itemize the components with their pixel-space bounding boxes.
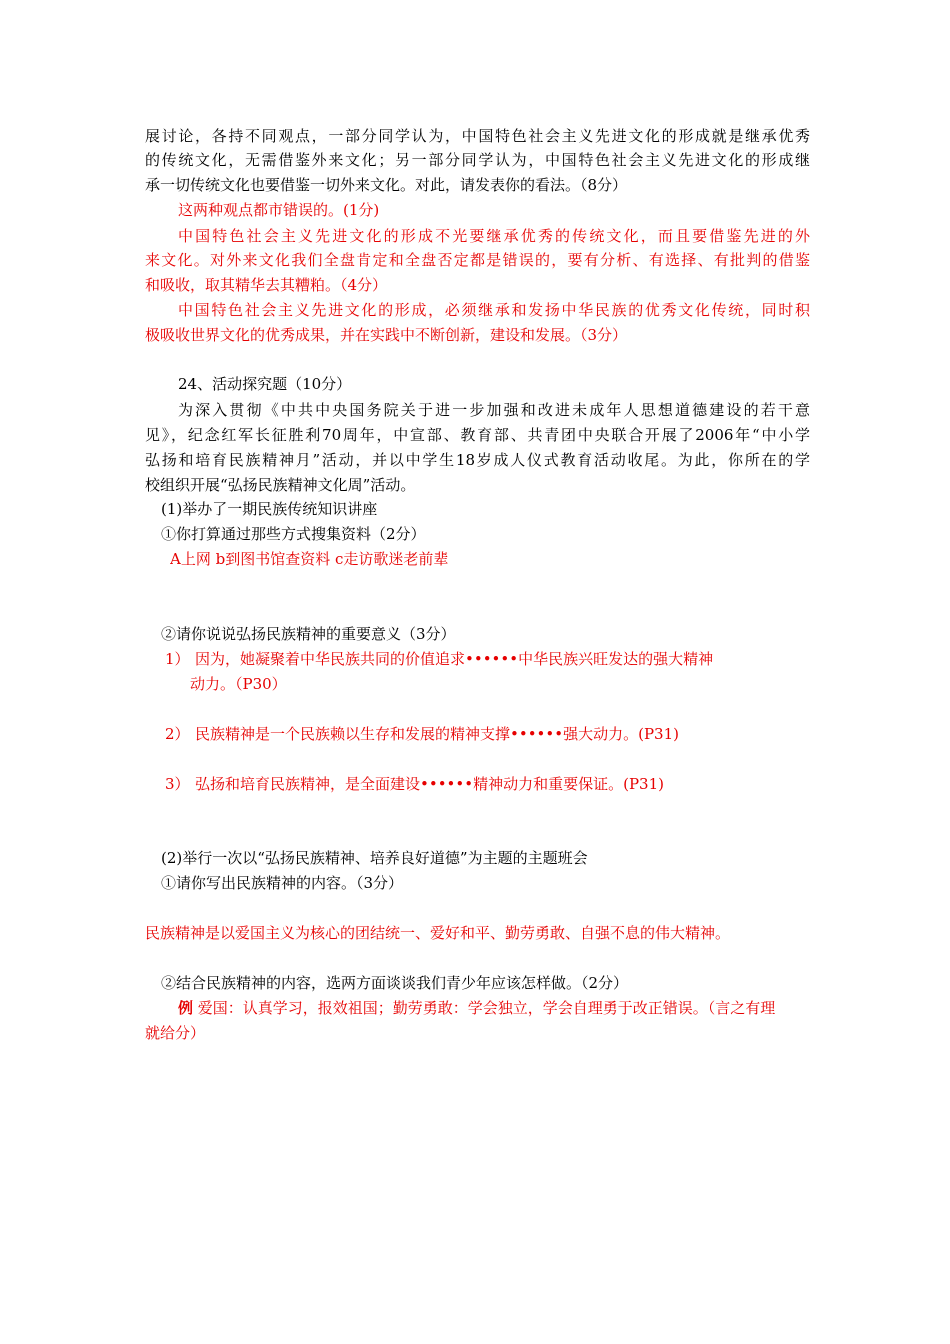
point-text: 民族精神是一个民族赖以生存和发展的精神支撑••••••强大动力。(P31) bbox=[195, 725, 679, 743]
q24-part2-sub2-question: ②结合民族精神的内容，选两方面谈谈我们青少年应该怎样做。（2分） bbox=[161, 974, 629, 992]
q23-answer-2-line3: 和吸收，取其精华去其糟粕。（4分） bbox=[145, 276, 388, 294]
point-text: 弘扬和培育民族精神，是全面建设••••••精神动力和重要保证。(P31) bbox=[195, 775, 664, 793]
q23-answer-1: 这两种观点都市错误的。(1分) bbox=[178, 201, 380, 219]
q23-text-line2: 的传统文化，无需借鉴外来文化；另一部分同学认为，中国特色社会主义先进文化的形成继 bbox=[145, 151, 810, 169]
q23-answer-3-line1: 中国特色社会主义先进文化的形成，必须继承和发扬中华民族的优秀文化传统，同时积 bbox=[178, 301, 810, 319]
example-text: 爱国：认真学习，报效祖国；勤劳勇敢：学会独立，学会自理勇于改正错误。（言之有理 bbox=[193, 999, 776, 1017]
q24-intro-line4: 校组织开展“弘扬民族精神文化周”活动。 bbox=[145, 476, 416, 494]
significance-point-1-line2: 动力。（P30） bbox=[190, 675, 287, 693]
q24-intro-line1: 为深入贯彻《中共中央国务院关于进一步加强和改进未成年人思想道德建设的若干意 bbox=[178, 401, 810, 419]
q23-answer-2-line1: 中国特色社会主义先进文化的形成不光要继承优秀的传统文化，而且要借鉴先进的外 bbox=[178, 227, 810, 245]
significance-point-3 bbox=[165, 772, 810, 796]
point-number: 1） bbox=[165, 650, 190, 668]
q24-heading: 24、活动探究题（10分） bbox=[178, 375, 352, 393]
point-text: 因为，她凝聚着中华民族共同的价值追求••••••中华民族兴旺发达的强大精神 bbox=[195, 650, 714, 668]
point-number: 3） bbox=[165, 775, 190, 793]
q24-intro-line3: 弘扬和培育民族精神月”活动，并以中学生18岁成人仪式教育活动收尾。为此，你所在的学 bbox=[145, 451, 810, 469]
point-number: 2） bbox=[165, 725, 190, 743]
significance-point-1 bbox=[165, 647, 810, 671]
q24-part2-sub2-answer-line1 bbox=[178, 996, 810, 1020]
q24-part1-sub2-question: ②请你说说弘扬民族精神的重要意义（3分） bbox=[161, 625, 456, 643]
q24-part1-sub1-answer: A上网 b到图书馆查资料 c走访歌迷老前辈 bbox=[170, 550, 449, 568]
significance-point-2 bbox=[165, 722, 810, 746]
q24-part2-sub1-answer: 民族精神是以爱国主义为核心的团结统一、爱好和平、勤劳勇敢、自强不息的伟大精神。 bbox=[145, 924, 731, 942]
q24-part1-sub1-question: ①你打算通过那些方式搜集资料（2分） bbox=[161, 525, 426, 543]
q23-answer-3-line2: 极吸收世界文化的优秀成果，并在实践中不断创新，建设和发展。（3分） bbox=[145, 326, 628, 344]
q24-part1-title: (1)举办了一期民族传统知识讲座 bbox=[161, 500, 378, 518]
q24-part2-sub2-answer-line2: 就给分） bbox=[145, 1024, 206, 1042]
q23-text-line1: 展讨论，各持不同观点，一部分同学认为，中国特色社会主义先进文化的形成就是继承优秀 bbox=[145, 127, 810, 145]
q24-part2-title: (2)举行一次以“弘扬民族精神、培养良好道德”为主题的主题班会 bbox=[161, 849, 588, 867]
q24-part2-sub1-question: ①请你写出民族精神的内容。（3分） bbox=[161, 874, 404, 892]
q23-answer-2-line2: 来文化。对外来文化我们全盘肯定和全盘否定都是错误的，要有分析、有选择、有批判的借鉴 bbox=[145, 251, 810, 269]
q23-text-line3: 承一切传统文化也要借鉴一切外来文化。对此，请发表你的看法。（8分） bbox=[145, 176, 628, 194]
q24-intro-line2: 见》，纪念红军长征胜利70周年，中宣部、教育部、共青团中央联合开展了2006年“中小学 bbox=[145, 426, 810, 444]
example-label: 例 bbox=[178, 999, 194, 1017]
